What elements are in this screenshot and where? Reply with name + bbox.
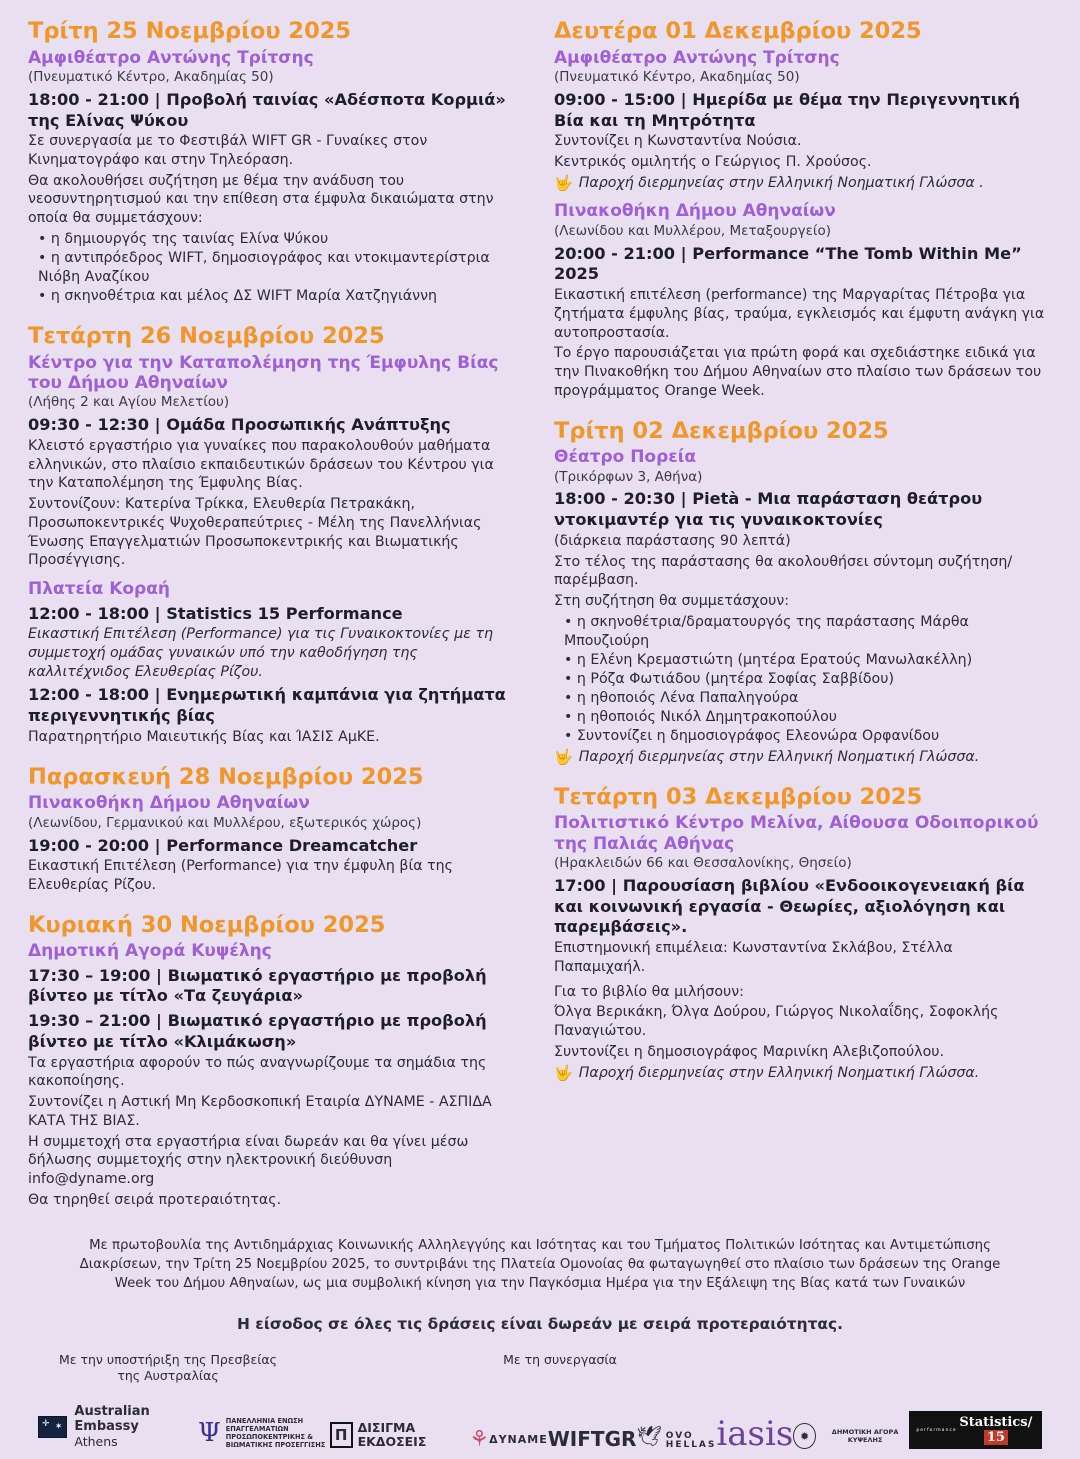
pee-mark-icon: Ψ [197,1417,221,1448]
event-time-title: 12:00 - 18:00 | Statistics 15 Performance [28,603,403,623]
event-description: Σε συνεργασία με το Φεστιβάλ WIFT GR - Γυναίκες στον Κινηματογράφο και στην Τηλεόραση. [28,133,428,169]
wift-sub-label: GR [604,1427,637,1452]
event-bullet-list [554,613,1046,746]
event-block [28,323,520,747]
collab-note: Με τη συνεργασία [503,1351,617,1367]
sign-language-text: Παροχή διερμηνείας στην Ελληνική Νοηματική Γλώσσα. [578,1064,980,1081]
event-description: Συντονίζει η Κωνσταντίνα Νούσια. [554,133,802,150]
list-item: • η σκηνοθέτρια/δραματουργός της παράστασης Μάρθα Μπουζιούρη [564,613,1046,651]
list-item: • η δημιουργός της ταινίας Ελίνα Ψύκου [38,230,520,249]
embassy-label: Australian Embassy [74,1404,150,1435]
event-description: Εικαστική επιτέλεση (performance) της Μαργαρίτας Πέτροβα για ζητήματα έμφυλης βίας, τραύμα, εγκλεισμός και έμφυτη ανάγκη για αυτοπροστασία. [554,287,1045,341]
event-block [28,18,520,306]
event-venue: Πινακοθήκη Δήμου Αθηναίων [28,793,310,814]
event-time-title: 17:00 | Παρουσίαση βιβλίου «Ενδοοικογενειακή βία και κοινωνική εργασία - Θεωρίες, αξιολόγηση και παρεμβάσεις». [554,876,1025,937]
ovo-label: OVO [665,1430,694,1441]
disigma-logo [330,1421,470,1449]
list-item: • η σκηνοθέτρια και μέλος ΔΣ WIFT Μαρία Χατζηγιάννη [38,287,520,306]
footer [28,1237,1052,1336]
event-date: Κυριακή 30 Νοεμβρίου 2025 [28,911,386,938]
event-venue: Δημοτική Αγορά Κυψέλης [28,941,272,962]
event-address: (Ηρακλειδών 66 και Θεσσαλονίκης, Θησείο) [554,855,852,872]
event-date: Τρίτη 25 Νοεμβρίου 2025 [28,18,352,44]
event-description: (διάρκεια παράστασης 90 λεπτά) [554,532,791,549]
iasis-logo: iasis [716,1413,794,1454]
sign-language-icon: 🤟 [554,748,573,767]
event-block [554,18,1046,401]
event-time-title: 09:30 - 12:30 | Ομάδα Προσωπικής Ανάπτυξης [28,415,451,435]
event-description: Επιστημονική επιμέλεια: Κωνσταντίνα Σκλάβου, Στέλλα Παπαμιχαήλ. [554,940,953,975]
event-description: Εικαστική Επιτέλεση (Performance) για τις Γυναικοκτονίες με τη συμμετοχή ομάδας γυναικών υπό την καθοδήγηση της καλλιτέχνιδος Ελευθερίας Ρίζου. [28,626,494,680]
event-block [28,912,520,1210]
event-date: Παρασκευή 28 Νοεμβρίου 2025 [28,763,424,790]
event-date: Δευτέρα 01 Δεκεμβρίου 2025 [554,18,922,44]
event-venue-secondary: Πλατεία Κοραή [28,579,171,600]
australian-embassy-logo [38,1405,198,1449]
event-time-title: 18:00 - 21:00 | Προβολή ταινίας «Αδέσποτα Κορμιά» της Ελίνας Ψύκου [28,89,506,130]
event-description: Το έργο παρουσιάζεται για πρώτη φορά και σχεδιάστηκε ειδικά για την Πινακοθήκη του Δήμου Αθηναίων στο πλαίσιο των δράσεων του προγράμματος Orange Week. [554,345,1042,399]
event-description: Θα ακολουθήσει συζήτηση με θέμα την ανάδυση του νεοσυντηρητισμού και την επίθεση στα έμφυλα δικαιώματα στην οποία θα συμμετάσχουν: [28,172,494,227]
sign-language-text: Παροχή διερμηνείας στην Ελληνική Νοηματική Γλώσσα. [578,749,980,766]
event-address: (Λεωνίδου, Γερμανικού και Μυλλέρου, εξωτερικός χώρος) [28,814,422,831]
event-description: Συντονίζουν: Κατερίνα Τρίκκα, Ελευθερία Πετρακάκη, Προσωποκεντρικές Ψυχοθεραπεύτριες - Μέλη της Πανελλήνιας Ένωσης Επαγγελματιών Προσωποκεντρικής και Βιωματικής Προσέγγισης. [28,496,482,569]
list-item: • Συντονίζει η δημοσιογράφος Ελεονώρα Ορφανίδου [564,727,1046,746]
list-item: • η Ρόζα Φωτιάδου (μητέρα Σοφίας Σαββίδου) [564,670,1046,689]
ovo-hellas-logo [636,1422,716,1450]
event-description: Στο τέλος της παράστασης θα ακολουθήσει σύντομη συζήτηση/παρέμβαση. [554,553,1013,589]
disigma-label: ΔΙΣΙΓΜΑ ΕΚΔΟΣΕΙΣ [357,1420,427,1450]
event-description: Συντονίζει η δημοσιογράφος Μαρινίκη Αλεβιζοπούλου. [554,1043,944,1060]
pee-label: ΠΑΝΕΛΛΗΝΙΑ ΕΝΩΣΗ ΕΠΑΓΓΕΛΜΑΤΙΩΝ ΠΡΟΣΩΠΟΚΕΝΤΡΙΚΗΣ & ΒΙΩΜΑΤΙΚΗΣ ΠΡΟΣΕΓΓΙΣΗΣ [225,1416,326,1450]
right-column [554,18,1046,1082]
list-item: • η ηθοποιός Λένα Παπαληγούρα [564,689,1046,708]
event-address: (Πνευματικό Κέντρο, Ακαδημίας 50) [28,68,274,85]
event-time-title: 17:30 – 19:00 | Βιωματικό εργαστήριο με προβολή βίντεο με τίτλο «Τα ζευγάρια» [28,965,487,1006]
event-time-title: 12:00 - 18:00 | Ενημερωτική καμπάνια για ζητήματα περιγεννητικής βίας [28,685,506,726]
logo-notes [28,1336,1052,1383]
wift-logo [547,1427,637,1452]
statistics-sub-label: performance [916,1427,957,1433]
event-time-title: 19:30 – 21:00 | Βιωματικό εργαστήριο με προβολή βίντεο με τίτλο «Κλιμάκωση» [28,1011,487,1051]
event-address: (Λήθης 2 και Αγίου Μελετίου) [28,394,230,411]
dimos-label: ΔΗΜΟΤΙΚΗ ΑΓΟΡΑ ΚΥΨΕΛΗΣ [831,1428,899,1445]
pee-logo [198,1417,330,1450]
event-venue: Κέντρο για την Καταπολέμηση της Έμφυλης Βίας του Δήμου Αθηναίων [28,352,499,394]
free-entry-note: Η είσοδος σε όλες τις δράσεις είναι δωρεάν με σειρά προτεραιότητας. [237,1315,843,1334]
list-item: • η αντιπρόεδρος WIFT, δημοσιογράφος και ντοκιμαντερίστρια Νιόβη Αναζίκου [38,249,520,287]
dyname-figure-icon: ⚘ [469,1426,490,1452]
event-description: Παρατηρητήριο Μαιευτικής Βίας και ΊΑΣΙΣ ΑμΚΕ. [28,728,380,745]
event-venue-secondary: Πινακοθήκη Δήμου Αθηναίων [554,201,836,222]
embassy-city: Athens [74,1434,118,1450]
event-time-title: 19:00 - 20:00 | Performance Dreamcatcher [28,835,418,855]
event-time-title: 09:00 - 15:00 | Ημερίδα με θέμα την Περιγεννητική Βία και τη Μητρότητα [554,89,1021,130]
statistics-label: Statistics/ [959,1415,1033,1431]
event-description: Η συμμετοχή στα εργαστήρια είναι δωρεάν και θα γίνει μέσω δήλωσης συμμετοχής στην ηλεκτρονική διεύθυνση info@dyname.org [28,1133,469,1187]
sign-language-note [554,174,1046,193]
columns [28,18,1052,1211]
event-venue: Αμφιθέατρο Αντώνης Τρίτσης [28,47,314,68]
footer-paragraph: Με πρωτοβουλία της Αντιδημάρχιας Κοινωνικής Αλληλεγγύης και Ισότητας και του Τμήματος Πολιτικών Ισότητας και Αντιμετώπισης Διακρίσεων, την Τρίτη 25 Νοεμβρίου 2025, το συντριβάνι της Πλατεία Ομονοίας θα φωταγωγηθεί στο πλαίσιο των δράσεων της Orange Week του Δήμου Αθηναίων, ως μια συμβολική κίνηση για την Παγκόσμια Ημέρα για την Εξάλειψη της Βίας κατά των Γυναικών [79,1238,1001,1292]
event-date: Τετάρτη 03 Δεκεμβρίου 2025 [554,783,923,810]
left-column [28,18,520,1211]
event-description: Εικαστική Επιτέλεση (Performance) για την έμφυλη βία της Ελευθερίας Ρίζου. [28,858,454,893]
event-description: Κεντρικός ομιλητής ο Γεώργιος Π. Χρούσος. [554,154,872,171]
ovo-sub-label: HELLAS [665,1439,717,1450]
sign-language-icon: 🤟 [554,173,573,192]
event-bullet-list [28,230,520,306]
event-address: (Τρικόρφων 3, Αθήνα) [554,468,703,485]
event-description: Κλειστό εργαστήριο για γυναίκες που παρακολουθούν μαθήματα ελληνικών, στο πλαίσιο εκπαιδευτικών δράσεων του Κέντρου για την Καταπολέμηση της Έμφυλης Βίας. [28,438,494,492]
wift-label: WIFT [547,1427,605,1452]
seal-icon: ✹ [793,1423,816,1449]
statistics-number: 15 [984,1430,1008,1445]
sign-language-note [554,748,1046,767]
sign-language-text: Παροχή διερμηνείας στην Ελληνική Νοηματική Γλώσσα . [578,174,984,191]
event-block [28,764,520,895]
event-address: (Πνευματικό Κέντρο, Ακαδημίας 50) [554,68,800,85]
event-date: Τρίτη 02 Δεκεμβρίου 2025 [554,417,889,444]
event-description: Όλγα Βερικάκη, Όλγα Δούρου, Γιώργος Νικολαΐδης, Σοφοκλής Παναγιώτου. [554,1004,999,1040]
list-item: • η ηθοποιός Νικόλ Δημητρακοπούλου [564,708,1046,727]
event-venue: Αμφιθέατρο Αντώνης Τρίτσης [554,47,840,68]
event-description: Συντονίζει η Αστική Μη Κερδοσκοπική Εταιρία ΔΥΝΑΜΕ - ΑΣΠΙΔΑ ΚΑΤΑ ΤΗΣ ΒΙΑΣ. [28,1094,492,1129]
sign-language-note [554,1064,1046,1083]
event-description: Θα τηρηθεί σειρά προτεραιότητας. [28,1191,282,1208]
event-time-title: 20:00 - 21:00 | Performance “The Tomb Within Me” 2025 [554,243,1022,284]
dyname-label: ΔΥΝΑΜΕ [489,1433,548,1447]
support-note: Με την υποστήριξη της Πρεσβείας της Αυστραλίας [58,1351,278,1383]
event-description: Τα εργαστήρια αφορούν το πώς αναγνωρίζουμε τα σημάδια της κακοποίησης. [28,1054,487,1090]
logo-strip [28,1404,1052,1454]
bird-icon: 🕊 [636,1423,662,1448]
event-venue: Θέατρο Πορεία [554,447,697,468]
event-date: Τετάρτη 26 Νοεμβρίου 2025 [28,323,385,350]
event-venue: Πολιτιστικό Κέντρο Μελίνα, Αίθουσα Οδοιπορικού της Παλιάς Αθήνας [554,813,1039,854]
dyname-logo [469,1426,548,1452]
australian-flag-icon [38,1416,67,1438]
event-block [554,418,1046,767]
sign-language-icon: 🤟 [554,1063,573,1082]
event-address: (Λεωνίδου και Μυλλέρου, Μεταξουργείο) [554,222,832,239]
event-time-title: 18:00 - 20:30 | Pietà - Μια παράσταση θεάτρου ντοκιμαντέρ για τις γυναικοκτονίες [554,489,983,530]
disigma-mark-icon: Π [330,1422,353,1448]
dimotiki-agora-logo [793,1423,909,1449]
event-description: Στη συζήτηση θα συμμετάσχουν: [554,593,790,610]
statistics-logo [909,1411,1042,1449]
event-description: Για το βιβλίο θα μιλήσουν: [554,983,744,1000]
event-block [554,784,1046,1083]
list-item: • η Ελένη Κρεμαστιώτη (μητέρα Ερατούς Μανωλακέλλη) [564,651,1046,670]
